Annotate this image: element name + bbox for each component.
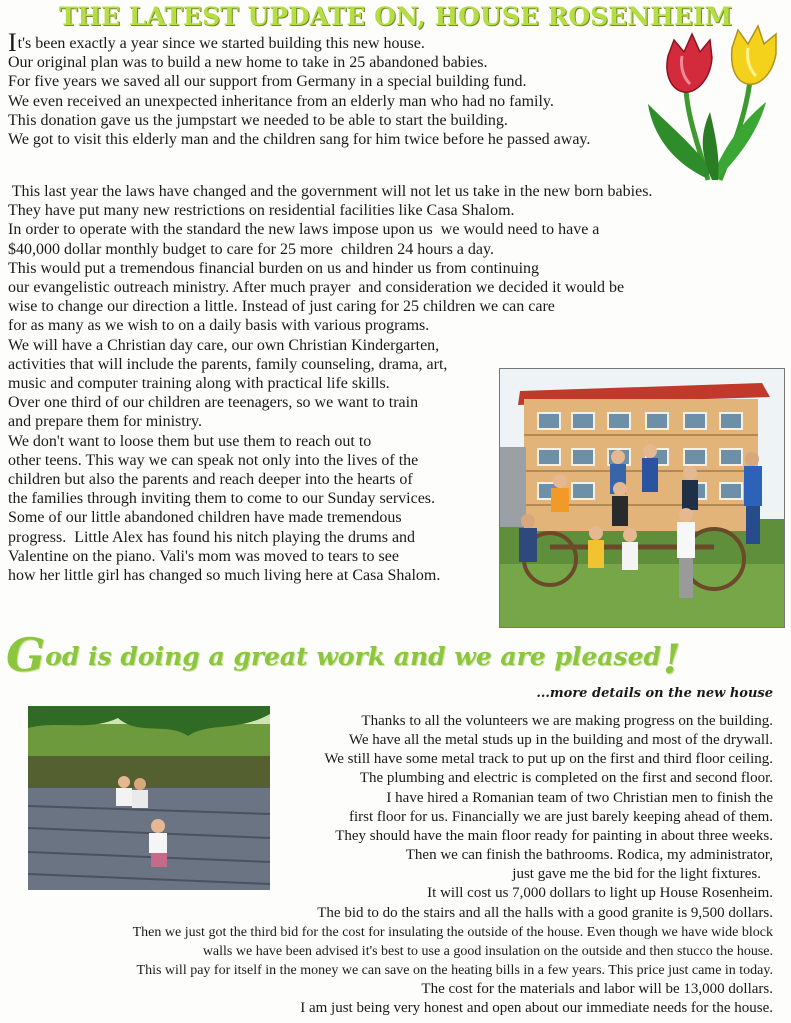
intro-line: This donation gave us the jumpstart we needed to be able to start the building.	[8, 111, 508, 129]
laws-line: In order to operate with the standard the new laws impose upon us we would need to have a	[8, 221, 600, 239]
children-at-building-photo	[499, 368, 785, 628]
details-line: just gave me the bid for the light fixtures.	[512, 866, 761, 883]
details-line: Thanks to all the volunteers we are making progress on the building.	[361, 713, 773, 729]
laws-line: children but also the parents and reach deeper into the hearts of	[8, 471, 413, 489]
shed	[500, 447, 526, 527]
details-line: We still have some metal track to put up on the first and third floor ceiling.	[324, 751, 773, 768]
intro-paragraph	[8, 28, 591, 149]
laws-line: and prepare them for ministry.	[8, 413, 203, 431]
slogan-first-letter: G	[6, 628, 46, 682]
intro-line	[8, 28, 590, 57]
drop-cap: I	[8, 28, 17, 57]
details-line: It will cost us 7,000 dollars to light up House Rosenheim.	[427, 885, 773, 902]
intro-line: For five years we saved all our support from Germany in a special building fund.	[8, 73, 527, 91]
laws-line: We will have a Christian day care, our own Christian Kindergarten,	[8, 336, 440, 354]
laws-line: for as many as we wish to on a daily basis with various programs.	[8, 317, 430, 335]
laws-line: activities that will include the parents, family counseling, drama, art,	[8, 355, 448, 373]
tulip-leaf-left	[648, 104, 712, 178]
tulip-leaf-right	[714, 102, 766, 178]
details-paragraph	[133, 712, 773, 1019]
laws-line: They have put many new restrictions on residential facilities like Casa Shalom.	[8, 202, 515, 220]
laws-line: This would put a tremendous financial burden on us and hinder us from continuing	[8, 259, 540, 277]
details-line: walls we have been advised it's best to use a good insulation on the outside and then stucco the house.	[202, 943, 773, 959]
laws-line: Some of our little abandoned children have made tremendous	[8, 509, 402, 527]
tulips-illustration	[628, 20, 788, 190]
intro-line: We even received an unexpected inheritance from an elderly man who had no family.	[8, 92, 554, 110]
laws-line: the families through inviting them to come to our Sunday services.	[8, 490, 436, 508]
details-line: This will pay for itself in the money we can save on the heating bills in a few years. This price just came in today.	[136, 963, 773, 979]
intro-line: Our original plan was to build a new home to take in 25 abandoned babies.	[8, 54, 488, 72]
children-photo-drawing	[500, 369, 784, 627]
details-line: The bid to do the stairs and all the halls with a good granite is 9,500 dollars.	[317, 904, 773, 921]
more-details-heading: ...more details on the new house	[536, 686, 773, 701]
laws-line: wise to change our direction a little. Instead of just caring for 25 children we can care	[8, 298, 555, 316]
details-line: first floor for us. Financially we are just barely keeping ahead of them.	[348, 808, 773, 825]
details-line: Then we just got the third bid for the cost for insulating the outside of the house. Even though we have wide block	[132, 924, 773, 940]
laws-line: how her little girl has changed so much living here at Casa Shalom.	[8, 567, 441, 585]
details-line: I have hired a Romanian team of two Christian men to finish the	[386, 789, 773, 806]
details-line: They should have the main floor ready for painting in about three weeks.	[335, 827, 773, 844]
laws-line: $40,000 dollar monthly budget to care for 25 more children 24 hours a day.	[8, 240, 494, 258]
laws-line: our evangelistic outreach ministry. After much prayer and consideration we decided it would be	[8, 279, 625, 297]
laws-line: Over one third of our children are teenagers, so we want to train	[8, 394, 419, 412]
details-line: The plumbing and electric is completed on the first and second floor.	[359, 770, 773, 787]
details-line: I am just being very honest and open about our immediate needs for the house.	[300, 1000, 773, 1017]
details-line: We have all the metal studs up in the building and most of the drywall.	[348, 732, 773, 749]
laws-line: We don't want to loose them but use them to reach out to	[8, 432, 372, 450]
slogan	[6, 628, 681, 683]
page-title: THE LATEST UPDATE ON, HOUSE ROSENHEIM	[58, 2, 733, 31]
intro-first-line: t's been exactly a year since we started building this new house.	[17, 35, 425, 52]
details-line: The cost for the materials and labor will be 13,000 dollars.	[421, 981, 773, 998]
laws-line: music and computer training along with practical life skills.	[8, 375, 390, 393]
slogan-text: od is doing a great work and we are pleased	[45, 642, 661, 671]
laws-line: Valentine on the piano. Vali's mom was moved to tears to see	[8, 547, 399, 565]
laws-line: progress. Little Alex has found his nitch playing the drums and	[8, 528, 416, 546]
laws-line: other teens. This way we can speak not only into the lives of the	[8, 451, 419, 469]
intro-line: We got to visit this elderly man and the children sang for him twice before he passed away.	[8, 131, 591, 149]
laws-line: This last year the laws have changed and the government will not let us take in the new born babies.	[8, 183, 653, 200]
details-line: Then we can finish the bathrooms. Rodica, my administrator,	[405, 847, 773, 864]
slogan-exclamation: !	[662, 636, 681, 683]
